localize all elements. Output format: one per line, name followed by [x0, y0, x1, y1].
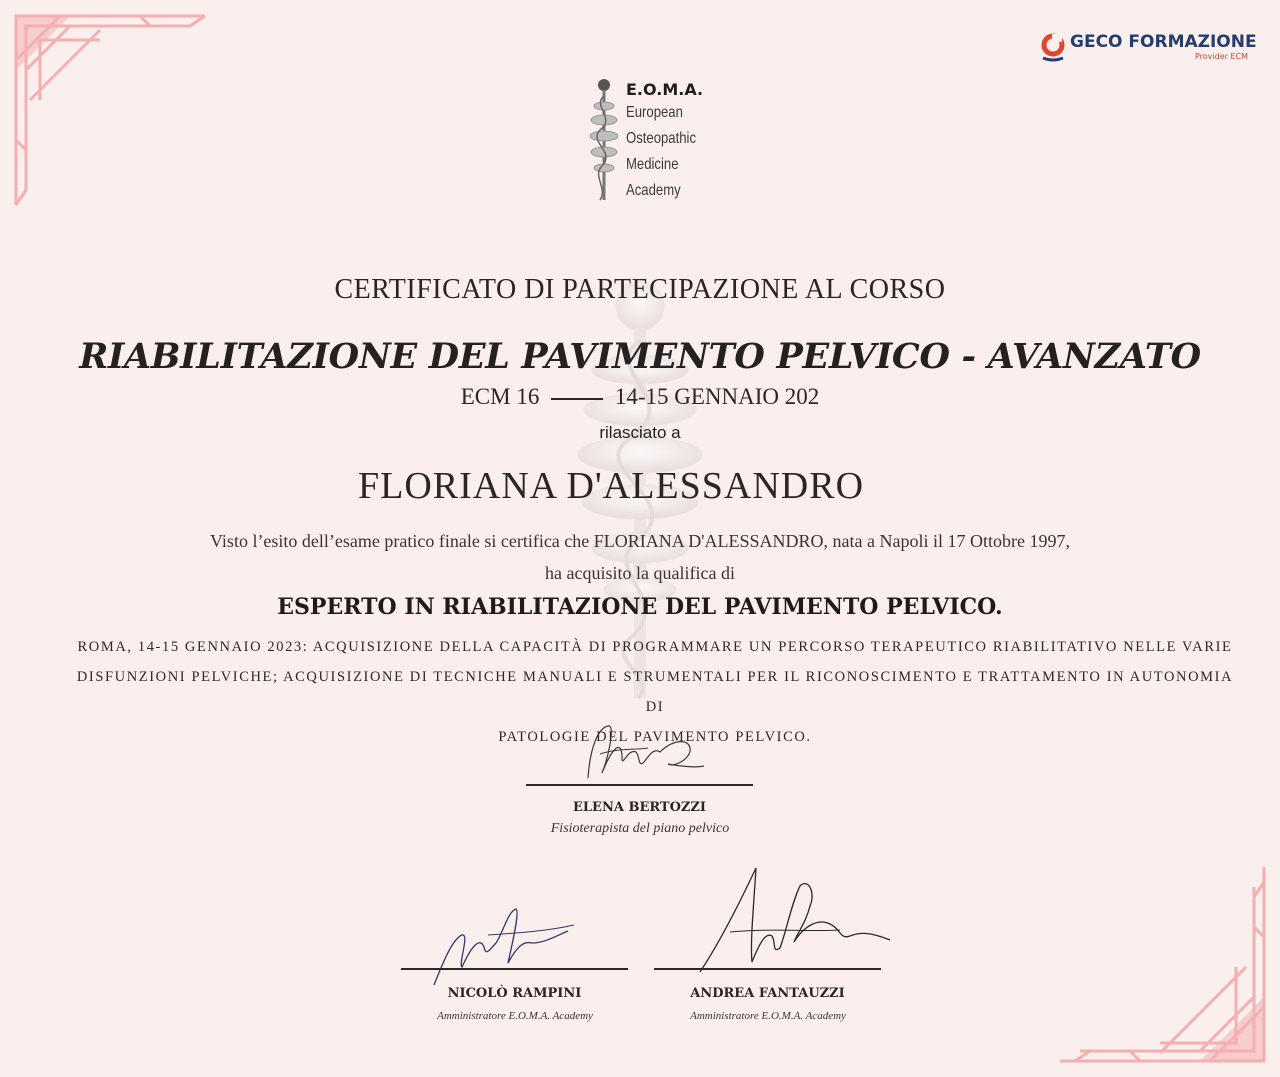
ecm-line	[0, 384, 1280, 410]
signatory-role-1: Fisioterapista del piano pelvico	[550, 821, 730, 836]
recipient-name: FLORIANA D'ALESSANDRO	[357, 465, 865, 507]
eoma-logo	[586, 76, 736, 206]
issued-to-label: rilasciato a	[599, 423, 681, 442]
eoma-line-1: European	[626, 104, 683, 121]
geco-formazione-logo	[1040, 30, 1257, 66]
geco-subtitle: Provider ECM	[1194, 52, 1248, 61]
signature-elena-bertozzi	[578, 718, 708, 788]
eoma-line-3: Medicine	[626, 156, 679, 173]
certification-text-line-2: ha acquisito la qualifica di	[545, 563, 735, 583]
signature-line-elena	[526, 784, 753, 786]
signature-line-nicolo	[401, 968, 628, 970]
signatory-role-3: Amministratore E.O.M.A. Academy	[690, 1010, 846, 1022]
corner-ornament-top-left	[0, 0, 220, 220]
corner-ornament-bottom-right	[1050, 857, 1280, 1077]
signatory-name-2: NICOLÒ RAMPINI	[447, 986, 582, 1001]
caduceus-staff-icon	[586, 76, 620, 204]
qualification-title: ESPERTO IN RIABILITAZIONE DEL PAVIMENTO PELVICO.	[277, 594, 1003, 620]
certification-text-line-1: Visto l’esito dell’esame pratico finale si certifica che FLORIANA D'ALESSANDRO, nata a Napoli il 17 Ottobre 1997,	[210, 531, 1070, 551]
eoma-line-4: Academy	[626, 182, 681, 199]
signature-andrea-fantauzzi	[690, 862, 900, 982]
geco-name: GECO FORMAZIONE	[1070, 32, 1257, 52]
eoma-line-2: Osteopathic	[626, 130, 697, 147]
signatory-name-1: ELENA BERTOZZI	[573, 800, 706, 815]
signature-line-andrea	[654, 968, 881, 970]
ecm-credits: ECM 16	[460, 384, 540, 409]
course-title: RIABILITAZIONE DEL PAVIMENTO PELVICO - AVANZATO	[79, 336, 1201, 377]
description-line-3: PATOLOGIE DEL PAVIMENTO PELVICO.	[498, 729, 812, 745]
signature-nicolo-rampini	[428, 905, 578, 990]
ecm-date: 14-15 GENNAIO 202	[614, 384, 820, 409]
signatory-role-2: Amministratore E.O.M.A. Academy	[437, 1010, 593, 1022]
description-line-1: ROMA, 14-15 GENNAIO 2023: ACQUISIZIONE DELLA CAPACITÀ DI PROGRAMMARE UN PERCORSO TERAPEUTICO RIABILITATIVO NELLE VARIE	[77, 639, 1233, 655]
signatory-name-3: ANDREA FANTAUZZI	[690, 986, 845, 1001]
geco-logo-icon	[1040, 32, 1066, 62]
certificate-title: CERTIFICATO DI PARTECIPAZIONE AL CORSO	[334, 274, 946, 305]
eoma-title: E.O.M.A.	[626, 80, 704, 99]
description-line-2: DISFUNZIONI PELVICHE; ACQUISIZIONE DI TECNICHE MANUALI E STRUMENTALI PER IL RICONOSCIMENTO E TRATTAMENTO IN AUTONOMIA DI	[76, 669, 1234, 715]
ecm-divider	[551, 398, 603, 400]
